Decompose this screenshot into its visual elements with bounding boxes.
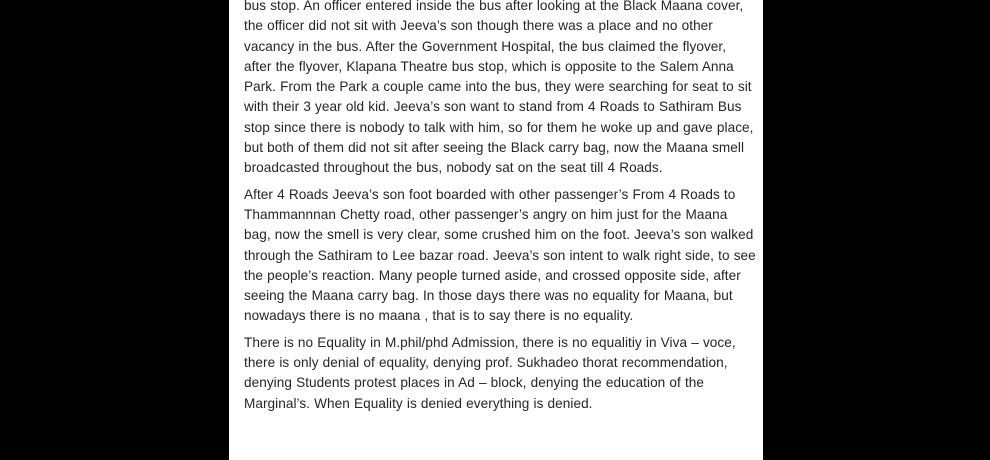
paragraph-equality: There is no Equality in M.phil/phd Admission, there is no equalitiy in Viva – voce, there is only denial of equality, denying prof. Sukhadeo thorat recommendation, denying Students protest places in Ad – block, denying the education of the Marginal’s. When Equality is denied everything is denied.	[244, 334, 736, 411]
article-body	[244, 0, 756, 420]
document-page	[229, 0, 763, 460]
paragraph-bus-journey: bus stop. An officer entered inside the bus after looking at the Black Maana cover, the officer did not sit with Jeeva’s son though there was a place and no other vacancy in the bus. After the Government Hospital, the bus claimed the flyover, after the flyover, Klapana Theatre bus stop, which is opposite to the Salem Anna Park. From the Park a couple came into the bus, they were searching for seat to sit with their 3 year old kid. Jeeva’s son want to stand from 4 Roads to Sathiram Bus stop since there is nobody to talk with him, so for them he woke up and gave place, but both of them did not sit after seeing the Black carry bag, now the Maana smell broadcasted throughout the bus, nobody sat on the seat till 4 Roads.	[244, 0, 754, 176]
paragraph-after-4-roads: After 4 Roads Jeeva’s son foot boarded with other passenger’s From 4 Roads to Thammannnan Chetty road, other passenger’s angry on him just for the Maana bag, now the smell is very clear, some crushed him on the foot. Jeeva’s son walked through the Sathiram to Lee bazar road. Jeeva’s son intent to walk right side, to see the people’s reaction. Many people turned aside, and crossed opposite side, after seeing the Maana carry bag. In those days there was no equality for Maana, but nowadays there is no maana , that is to say there is no equality.	[244, 186, 756, 324]
